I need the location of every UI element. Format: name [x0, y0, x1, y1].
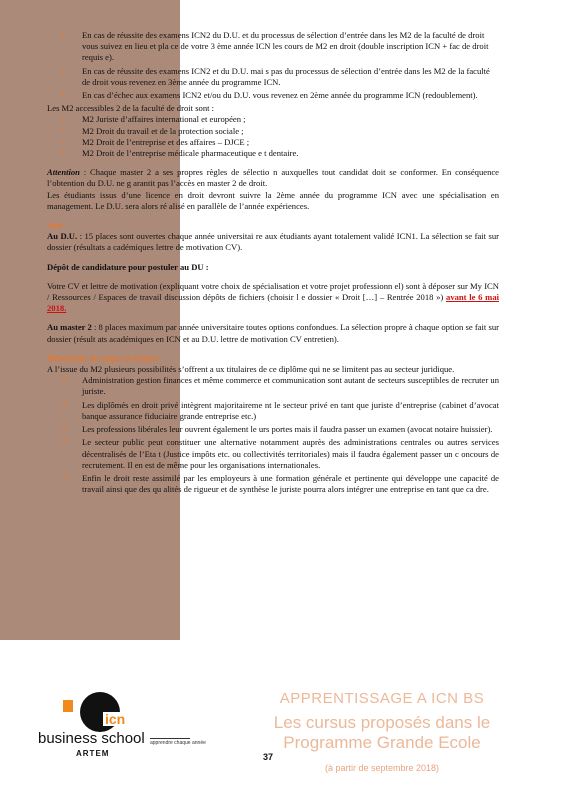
au-du-paragraph: Au D.U. : 15 places sont ouvertes chaque année universitai re aux étudiants ayant totalement validé ICN1. La sélection se fait sur dossier (résultats a cadémiques lettre de motivation CV).	[47, 231, 500, 253]
list-item: • En cas d’échec aux examens ICN2 et/ou du D.U. vous revenez en 2ème année du programme ICN (redoublement).	[62, 90, 478, 101]
depot-heading: Dépôt de candidature pour postuler au DU :	[47, 261, 209, 272]
logo-artem-text: ARTEM	[76, 749, 110, 758]
depot-paragraph: Votre CV et lettre de motivation (expliquant votre choix de spécialisation et votre projet professionn el) sont à déposer sur My ICN / Ressources / Espaces de travail discussion dépôts de fichiers (choisir l e dossier « Droit […] – Rentrée 2018 ») avant le 6 mai 2018.	[47, 280, 500, 314]
m2-list-item: • M2 Droit du travail et de la protection sociale ;	[62, 125, 244, 136]
footer-line-1: APPRENTISSAGE A ICN BS	[279, 690, 485, 707]
logo-square	[63, 700, 73, 712]
m2-list-item: • M2 Droit de l’entreprise médicale pharmaceutique e t dentaire.	[62, 148, 299, 159]
footer-line-3: (à partir de septembre 2018)	[324, 763, 440, 773]
avis-heading: Avis	[47, 220, 63, 231]
logo-school-text: business school	[38, 730, 145, 747]
list-item: ? Enfin le droit reste assimilé par les employeurs à une formation générale et pertinente qui développe une capacité de travail ainsi que des qu alités de rigueur et de synthèse le juriste pourra alors intégrer une entreprise en tant que ca dre.	[62, 472, 499, 495]
list-item: • En cas de réussite des examens ICN2 du D.U. et du processus de sélection d’entrée dans les M2 de la faculté de droit vous suivez en lieu et pla ce de votre 3 ème année ICN les cours de M2 en droit (double inscription ICN + fac de droit requis e).	[62, 30, 489, 63]
m2-list-item: • M2 Droit de l’entreprise et des affaires – DJCE ;	[62, 136, 250, 147]
deadline: avant le 6 mai 2018.	[47, 292, 500, 314]
document-body	[47, 30, 499, 497]
list-item: • En cas de réussite des examens ICN2 et du D.U. mai s pas du processus de sélection d’entrée dans les M2 de la faculté de droit vous revenez en 3ème année du programme ICN.	[62, 65, 490, 87]
attention-paragraph: Attention : Chaque master 2 a ses propres règles de sélectio n auxquelles tout candidat doit se conformer. En conséquence l’obtention du D.U. ne g arantit pas l’accès en master 2 de droit.	[47, 167, 499, 189]
icn-logo	[38, 690, 206, 760]
logo-tagline: apprendre chaque année	[150, 740, 206, 746]
list-item: ? Les professions libérales leur ouvrent également le urs portes mais il faudra passer un examen (avocat notaire huissier).	[62, 424, 493, 435]
list-item: ? Administration gestion finances et même commerce et communication sont autant de secteurs susceptibles de recruter un juriste.	[62, 375, 499, 397]
m2-intro: Les M2 accessibles 2 de la faculté de droit sont :	[47, 103, 215, 114]
logo-icn-text: icn	[105, 711, 126, 727]
licence-paragraph: Les étudiants issus d’une licence en droit devront suivre la 2ème année du programme ICN avec une spécialisation en management. Le D.U. sera alors ré alisé en parallèle de l’année expériences.	[47, 189, 499, 211]
list-item: ? Le secteur public peut constituer une alternative notamment auprès des administrations centrales ou autres services décentralisés de l’Eta t (Justice impôts etc. ou collectivités territoriales) mais il faudra également passer un c oncours de recrutement. Il en est de même pour les organisations internationales.	[62, 437, 499, 470]
list-item: ? Les diplômés en droit privé intègrent majoritaireme nt le secteur privé en tant que juriste d’entreprise (cabinet d’avocat banque assurance fiduciaire grande entreprise etc.)	[62, 399, 499, 421]
debouches-heading: Débouchés de stages et métiers	[47, 352, 160, 363]
footer-title	[232, 690, 532, 773]
m2-list-item: • M2 Juriste d’affaires international et européen ;	[62, 114, 246, 125]
debouches-intro: A l’issue du M2 plusieurs possibilités s’offrent a ux titulaires de ce diplôme qui ne se limitent pas au secteur juridique.	[47, 364, 455, 375]
footer-line-2: Les cursus proposés dans le Programme Grande Ecole	[273, 713, 491, 752]
master2-paragraph: Au master 2 : 8 places maximum par année universitaire toutes options confondues. La sélection propre à chaque option se fait sur dossier (résult ats académiques en ICN et au D.U. lettre de motivation CV entretien).	[47, 322, 499, 344]
page-number: 37	[263, 752, 274, 762]
